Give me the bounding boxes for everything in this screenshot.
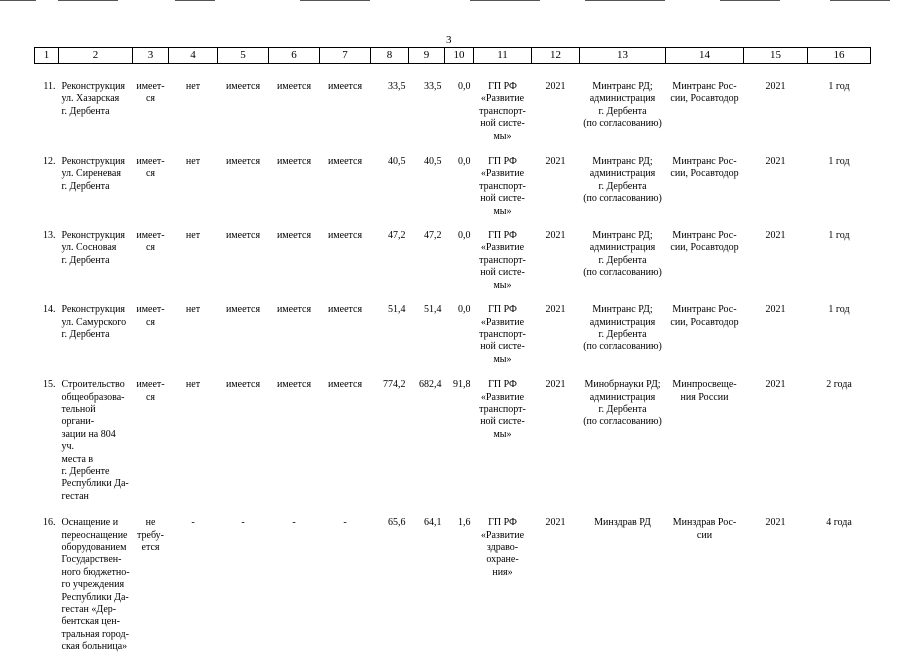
top-rule — [0, 0, 905, 1]
cell-col3: не требу- ется — [137, 517, 164, 553]
cell-col10: 0,0 — [458, 230, 471, 242]
ministry-cell: Минздрав Рос- сии — [672, 517, 737, 541]
column-number: 16 — [808, 48, 871, 64]
cell-col10: 91,8 — [453, 379, 471, 391]
cell-col7: имеется — [327, 81, 363, 92]
cell-col5: - — [241, 517, 245, 529]
column-number: 10 — [445, 48, 474, 64]
row-number: 12. — [43, 156, 56, 168]
ministry-cell: Минтранс Рос- сии, Росавтодор — [670, 304, 739, 328]
column-number: 8 — [371, 48, 409, 64]
cell-col4: нет — [185, 81, 201, 92]
year2-cell: 2021 — [765, 156, 786, 168]
column-number: 11 — [474, 48, 532, 64]
cell-col5: имеется — [225, 304, 261, 316]
year-cell: 2021 — [545, 156, 566, 168]
ministry-cell: Минтранс Рос- сии, Росавтодор — [670, 156, 739, 180]
year2-cell: 2021 — [765, 517, 786, 529]
cell-col3: имеет- ся — [136, 379, 165, 403]
table-row — [35, 64, 871, 144]
executor-cell: Минтранс РД; администрация г. Дербента (по согласованию) — [583, 81, 662, 130]
program-cell: ГП РФ «Развитие здраво- охране- ния» — [480, 517, 525, 578]
cell-col7: имеется — [327, 230, 363, 242]
executor-cell: Минздрав РД — [594, 517, 651, 529]
cell-col7: - — [343, 517, 347, 529]
cell-col8: 47,2 — [388, 230, 406, 242]
object-name: Реконструкция ул. Сосновая г. Дербента — [61, 230, 126, 266]
executor-cell: Минтранс РД; администрация г. Дербента (по согласованию) — [583, 156, 662, 205]
duration-cell: 1 год — [828, 304, 850, 316]
program-cell: ГП РФ «Развитие транспорт- ной систе- мы» — [479, 379, 526, 440]
program-cell: ГП РФ «Развитие транспорт- ной систе- мы» — [479, 81, 526, 142]
cell-col6: - — [292, 517, 296, 529]
cell-col5: имеется — [225, 379, 261, 391]
table-row — [35, 503, 871, 657]
column-number: 9 — [409, 48, 445, 64]
object-name: Реконструкция ул. Самурского г. Дербента — [61, 304, 127, 340]
year2-cell: 2021 — [765, 81, 786, 92]
cell-col3: имеет- ся — [136, 156, 165, 180]
cell-col5: имеется — [225, 81, 261, 92]
cell-col10: 0,0 — [458, 81, 471, 92]
cell-col4: нет — [185, 230, 201, 242]
row-number: 14. — [43, 304, 56, 316]
object-name: Реконструкция ул. Хазарская г. Дербента — [61, 81, 126, 117]
cell-col4: - — [191, 517, 195, 529]
cell-col8: 51,4 — [388, 304, 406, 316]
cell-col10: 1,6 — [458, 517, 471, 529]
cell-col9: 64,1 — [424, 517, 442, 529]
cell-col7: имеется — [327, 304, 363, 316]
cell-col5: имеется — [225, 230, 261, 242]
cell-col4: нет — [185, 379, 201, 391]
ministry-cell: Минтранс Рос- сии, Росавтодор — [670, 230, 739, 254]
table-row — [35, 143, 871, 218]
column-number: 12 — [532, 48, 580, 64]
document-table — [34, 47, 871, 657]
column-number: 5 — [218, 48, 269, 64]
column-number: 14 — [666, 48, 744, 64]
column-number: 2 — [59, 48, 133, 64]
cell-col3: имеет- ся — [136, 230, 165, 254]
cell-col3: имеет- ся — [136, 81, 165, 105]
cell-col6: имеется — [276, 304, 312, 316]
cell-col8: 40,5 — [388, 156, 406, 168]
cell-col9: 33,5 — [424, 81, 442, 92]
cell-col6: имеется — [276, 81, 312, 92]
duration-cell: 4 года — [826, 517, 852, 529]
year-cell: 2021 — [545, 81, 566, 92]
object-name: Оснащение и переоснащение оборудованием Государствен- ного бюджетно- го учреждения Республики Да- гестан «Дер- бентская цен- тральная город- ская больница» — [61, 517, 130, 653]
row-number: 13. — [43, 230, 56, 242]
cell-col7: имеется — [327, 379, 363, 391]
duration-cell: 1 год — [828, 156, 850, 168]
year-cell: 2021 — [545, 230, 566, 242]
cell-col9: 682,4 — [419, 379, 442, 391]
executor-cell: Минтранс РД; администрация г. Дербента (по согласованию) — [583, 304, 662, 353]
table-row — [35, 366, 871, 503]
row-number: 11. — [43, 81, 56, 92]
cell-col3: имеет- ся — [136, 304, 165, 328]
column-number: 4 — [169, 48, 218, 64]
page-number: 3 — [446, 34, 452, 46]
column-number-row — [35, 48, 871, 64]
cell-col9: 47,2 — [424, 230, 442, 242]
cell-col8: 65,6 — [388, 517, 406, 529]
cell-col8: 774,2 — [383, 379, 406, 391]
year2-cell: 2021 — [765, 379, 786, 391]
column-number: 15 — [744, 48, 808, 64]
cell-col8: 33,5 — [388, 81, 406, 92]
row-number: 16. — [43, 517, 56, 529]
year-cell: 2021 — [545, 304, 566, 316]
program-cell: ГП РФ «Развитие транспорт- ной систе- мы» — [479, 156, 526, 217]
cell-col4: нет — [185, 156, 201, 168]
column-number: 6 — [269, 48, 320, 64]
duration-cell: 1 год — [828, 230, 850, 242]
executor-cell: Минобрнауки РД; администрация г. Дербента (по согласованию) — [583, 379, 662, 428]
ministry-cell: Минтранс Рос- сии, Росавтодор — [670, 81, 739, 105]
year2-cell: 2021 — [765, 230, 786, 242]
cell-col7: имеется — [327, 156, 363, 168]
program-cell: ГП РФ «Развитие транспорт- ной систе- мы» — [479, 230, 526, 291]
cell-col10: 0,0 — [458, 304, 471, 316]
table-row — [35, 292, 871, 366]
cell-col9: 51,4 — [424, 304, 442, 316]
year-cell: 2021 — [545, 517, 566, 529]
cell-col6: имеется — [276, 379, 312, 391]
duration-cell: 2 года — [826, 379, 852, 391]
duration-cell: 1 год — [828, 81, 850, 92]
ministry-cell: Минпросвеще- ния России — [672, 379, 737, 403]
table-row — [35, 218, 871, 292]
column-number: 7 — [320, 48, 371, 64]
year-cell: 2021 — [545, 379, 566, 391]
column-number: 3 — [133, 48, 169, 64]
object-name: Реконструкция ул. Сиреневая г. Дербента — [61, 156, 126, 192]
cell-col9: 40,5 — [424, 156, 442, 168]
year2-cell: 2021 — [765, 304, 786, 316]
executor-cell: Минтранс РД; администрация г. Дербента (по согласованию) — [583, 230, 662, 279]
cell-col4: нет — [185, 304, 201, 316]
object-name: Строительство общеобразова- тельной органи- зации на 804 уч. места в г. Дербенте Республики Да- гестан — [61, 379, 129, 502]
program-cell: ГП РФ «Развитие транспорт- ной систе- мы» — [479, 304, 526, 365]
column-number: 13 — [580, 48, 666, 64]
column-number: 1 — [35, 48, 59, 64]
cell-col5: имеется — [225, 156, 261, 168]
row-number: 15. — [43, 379, 56, 391]
cell-col6: имеется — [276, 230, 312, 242]
cell-col10: 0,0 — [458, 156, 471, 168]
cell-col6: имеется — [276, 156, 312, 168]
